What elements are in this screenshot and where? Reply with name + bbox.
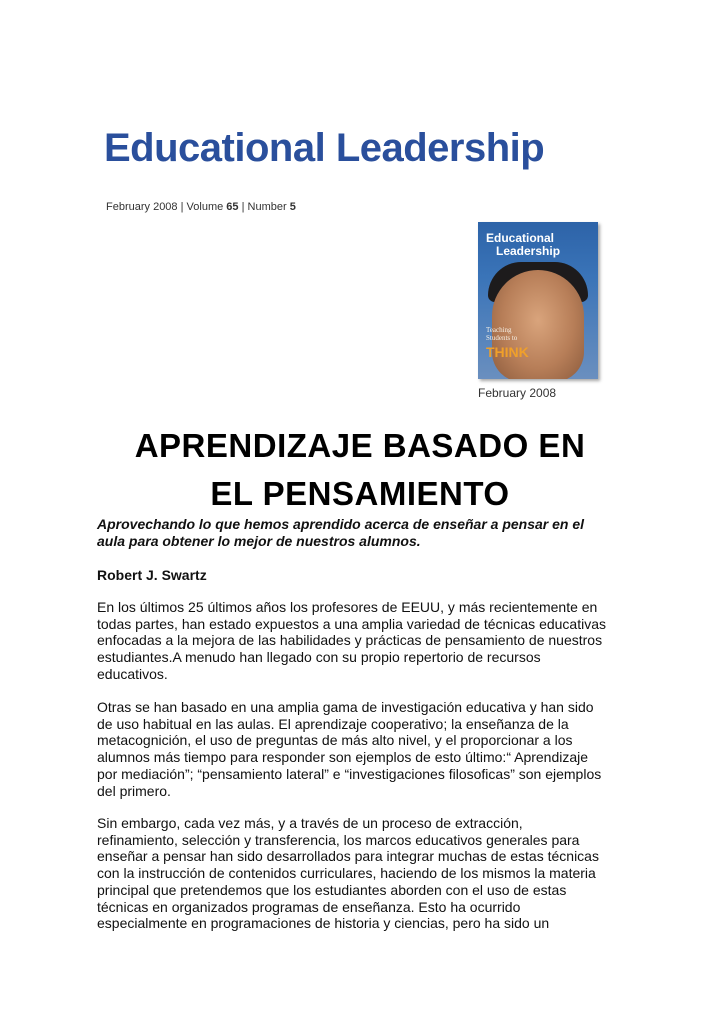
- cover-sub-line1: Teaching: [486, 326, 512, 334]
- volume-number: 65: [226, 201, 239, 213]
- article-subtitle: [97, 516, 637, 550]
- paragraph-line: enseñar a pensar han sido desarrollados para integrar muchas de estas técnicas: [97, 848, 599, 865]
- paragraph-line: alumnos más tiempo para responder son ejemplos de esto último:“ Aprendizaje: [97, 749, 589, 766]
- paragraph-line: técnicas en organizados programas de enseñanza. Esto ha ocurrido: [97, 898, 521, 915]
- article-title-line1: APRENDIZAJE BASADO EN: [134, 427, 586, 464]
- volume-label: Volume: [186, 201, 224, 213]
- paragraph-line: del primero.: [97, 782, 171, 799]
- paragraph-line: todas partes, han estado expuestos a una amplia variedad de técnicas educativas: [97, 615, 606, 632]
- paragraph-line: Sin embargo, cada vez más, y a través de un proceso de extracción,: [97, 815, 523, 831]
- paragraph-line: de uso habitual en las aulas. El aprendizaje cooperativo; la enseñanza de la: [97, 715, 569, 732]
- paragraph-line: metacognición, el uso de preguntas de más alto nivel, y el proporcionar a los: [97, 732, 573, 749]
- paragraph-line: refinamiento, selección y transferencia, los marcos educativos generales para: [97, 831, 580, 848]
- cover-face-illustration: [492, 270, 584, 379]
- cover-title-line1: Educational: [486, 231, 555, 245]
- paragraph-3: [97, 815, 637, 932]
- paragraph-2: [97, 699, 637, 799]
- paragraph-line: Otras se han basado en una amplia gama de investigación educativa y han sido: [97, 699, 594, 715]
- paragraph-line: En los últimos 25 últimos años los profesores de EEUU, y más recientemente en: [97, 599, 598, 615]
- paragraph-line: especialmente en programaciones de historia y ciencias, pero ha sido un: [97, 915, 550, 932]
- article-author: Robert J. Swartz: [97, 567, 207, 583]
- cover-subheadline: [486, 326, 517, 342]
- paragraph-line: enfocadas a la mejora de las habilidades y prácticas de pensamiento de nuestros: [97, 632, 603, 649]
- paragraph-line: principal que pretendemos que los estudiantes aborden con el uso de estas: [97, 881, 567, 898]
- cover-caption: February 2008: [478, 386, 557, 400]
- article-title-line2: EL PENSAMIENTO: [210, 475, 510, 512]
- subtitle-line1: Aprovechando lo que hemos aprendido acerca de enseñar a pensar en el: [97, 516, 585, 532]
- number-value: 5: [289, 201, 296, 213]
- cover-title-line2: Leadership: [496, 244, 561, 258]
- issue-info: [106, 201, 296, 213]
- cover-sub-line2: Students to: [486, 334, 518, 342]
- number-label: Number: [247, 201, 287, 213]
- paragraph-line: estudiantes.A menudo han llegado con su propio repertorio de recursos: [97, 649, 541, 666]
- paragraph-line: con la instrucción de contenidos curriculares, haciendo de los mismos la materia: [97, 865, 596, 882]
- masthead-logo: Educational Leadership: [104, 126, 545, 170]
- paragraph-line: educativos.: [97, 665, 168, 682]
- paragraph-line: por mediación”; “pensamiento lateral” e “investigaciones filosoficas” son ejemplos: [97, 765, 602, 782]
- article-title: [60, 422, 660, 518]
- issue-month: February 2008: [106, 201, 178, 213]
- paragraph-1: [97, 599, 637, 683]
- cover-title: [486, 232, 560, 258]
- magazine-cover-image: [478, 222, 598, 379]
- cover-think-word: THINK: [486, 344, 529, 360]
- subtitle-line2: aula para obtener lo mejor de nuestros alumnos.: [97, 533, 421, 549]
- separator: |: [180, 201, 184, 213]
- separator: |: [241, 201, 245, 213]
